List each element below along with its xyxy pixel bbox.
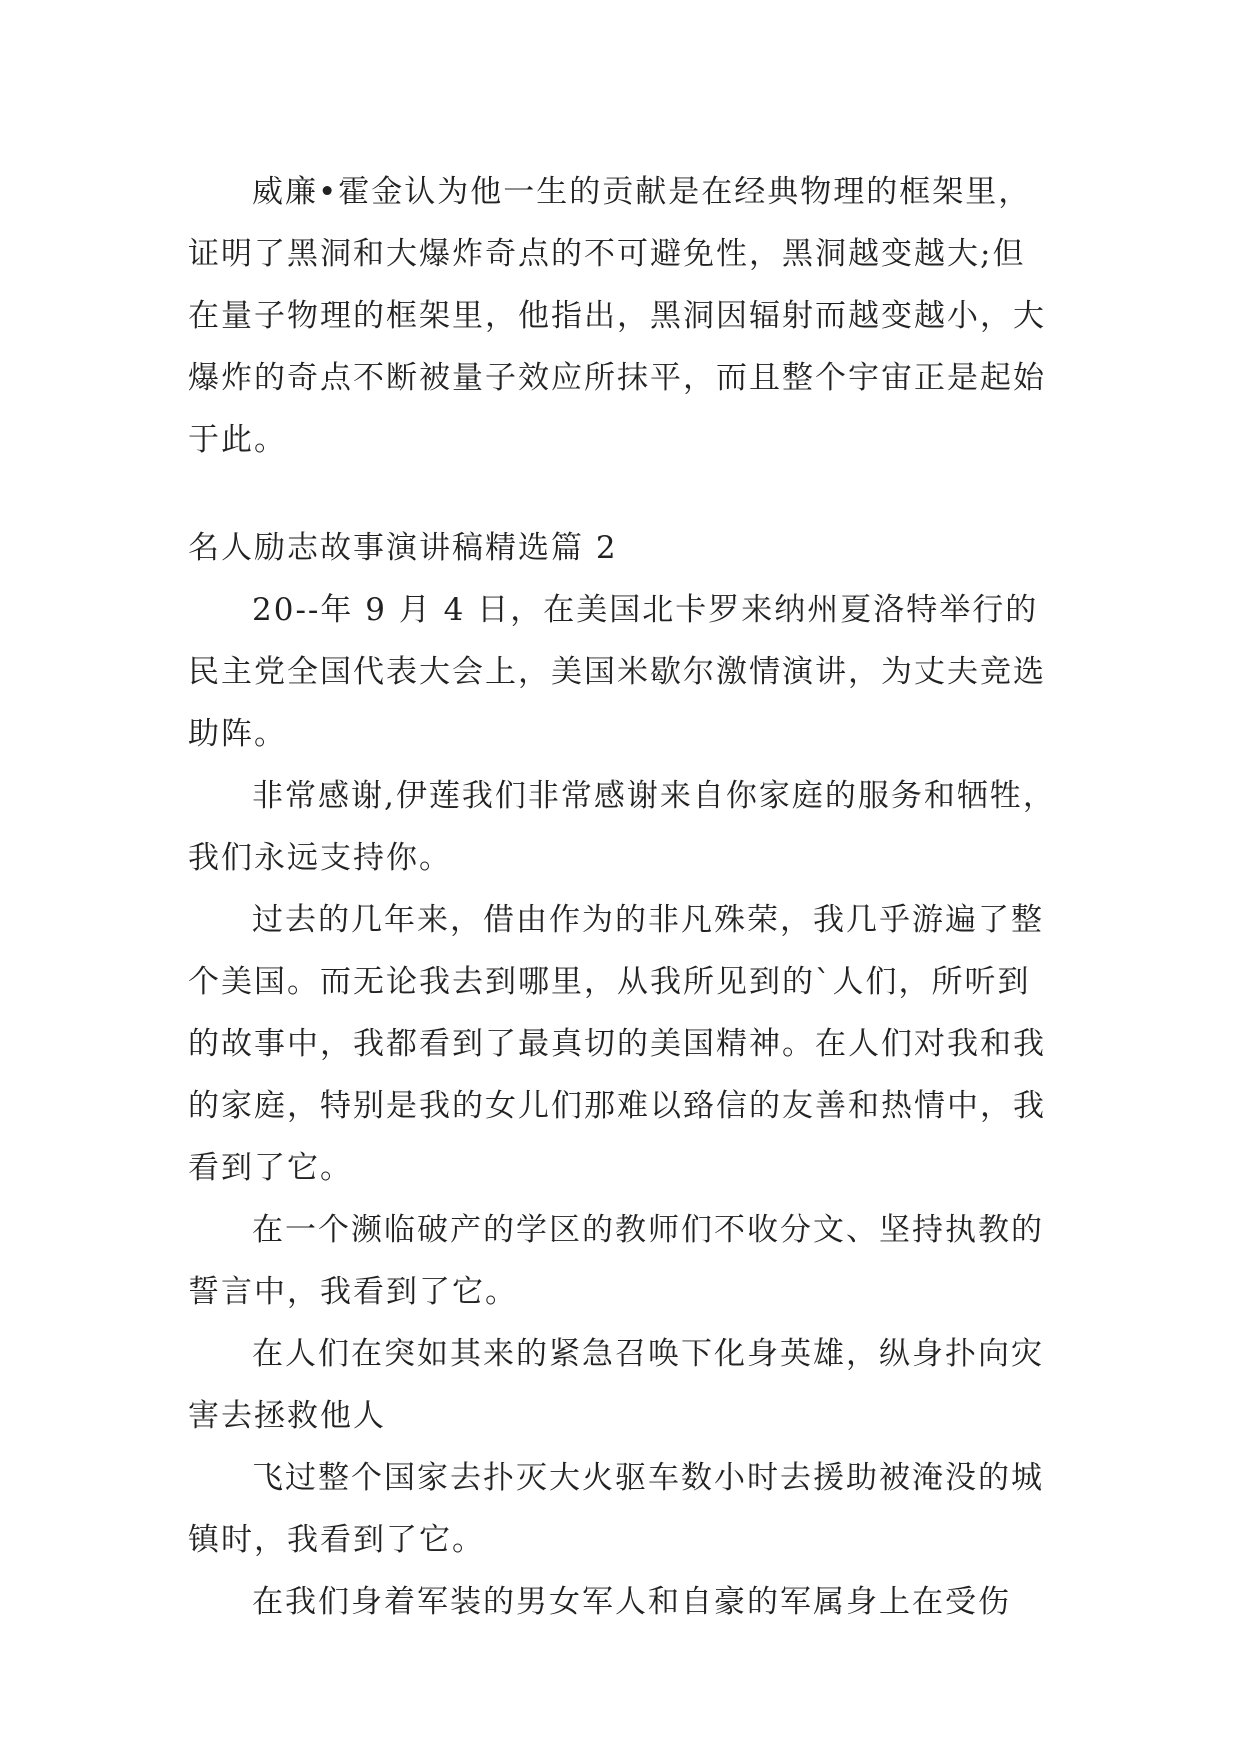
paragraph-travels: 过去的几年来，借由作为的非凡殊荣，我几乎游遍了整个美国。而无论我去到哪里，从我所见到的`人们，所听到的故事中，我都看到了最真切的美国精神。在人们对我和我的家庭，特别是我的女儿们那难以臵信的友善和热情中，我看到了它。 <box>188 902 1046 1186</box>
section-spacer <box>188 471 1058 517</box>
document-body <box>188 161 1058 1633</box>
paragraph-firefighters: 飞过整个国家去扑灭大火驱车数小时去援助被淹没的城镇时，我看到了它。 <box>188 1460 1044 1558</box>
paragraph-hawking: 威廉•霍金认为他一生的贡献是在经典物理的框架里，证明了黑洞和大爆炸奇点的不可避免性，黑洞越变越大;但在量子物理的框架里，他指出，黑洞因辐射而越变越小，大爆炸的奇点不断被量子效应所抹平，而且整个宇宙正是起始于此。 <box>188 174 1046 458</box>
paragraph-thanks: 非常感谢,伊莲我们非常感谢来自你家庭的服务和牺牲，我们永远支持你。 <box>188 778 1056 876</box>
paragraph-teachers: 在一个濒临破产的学区的教师们不收分文、坚持执教的誓言中，我看到了它。 <box>188 1212 1044 1310</box>
paragraph-military: 在我们身着军装的男女军人和自豪的军属身上在受伤 <box>252 1584 1011 1620</box>
paragraph-convention: 20--年 9 月 4 日，在美国北卡罗来纳州夏洛特举行的民主党全国代表大会上，美国米歇尔激情演讲，为丈夫竞选助阵。 <box>188 592 1046 752</box>
section-heading: 名人励志故事演讲稿精选篇 2 <box>188 530 618 566</box>
paragraph-heroes: 在人们在突如其来的紧急召唤下化身英雄，纵身扑向灾害去拯救他人 <box>188 1336 1044 1434</box>
